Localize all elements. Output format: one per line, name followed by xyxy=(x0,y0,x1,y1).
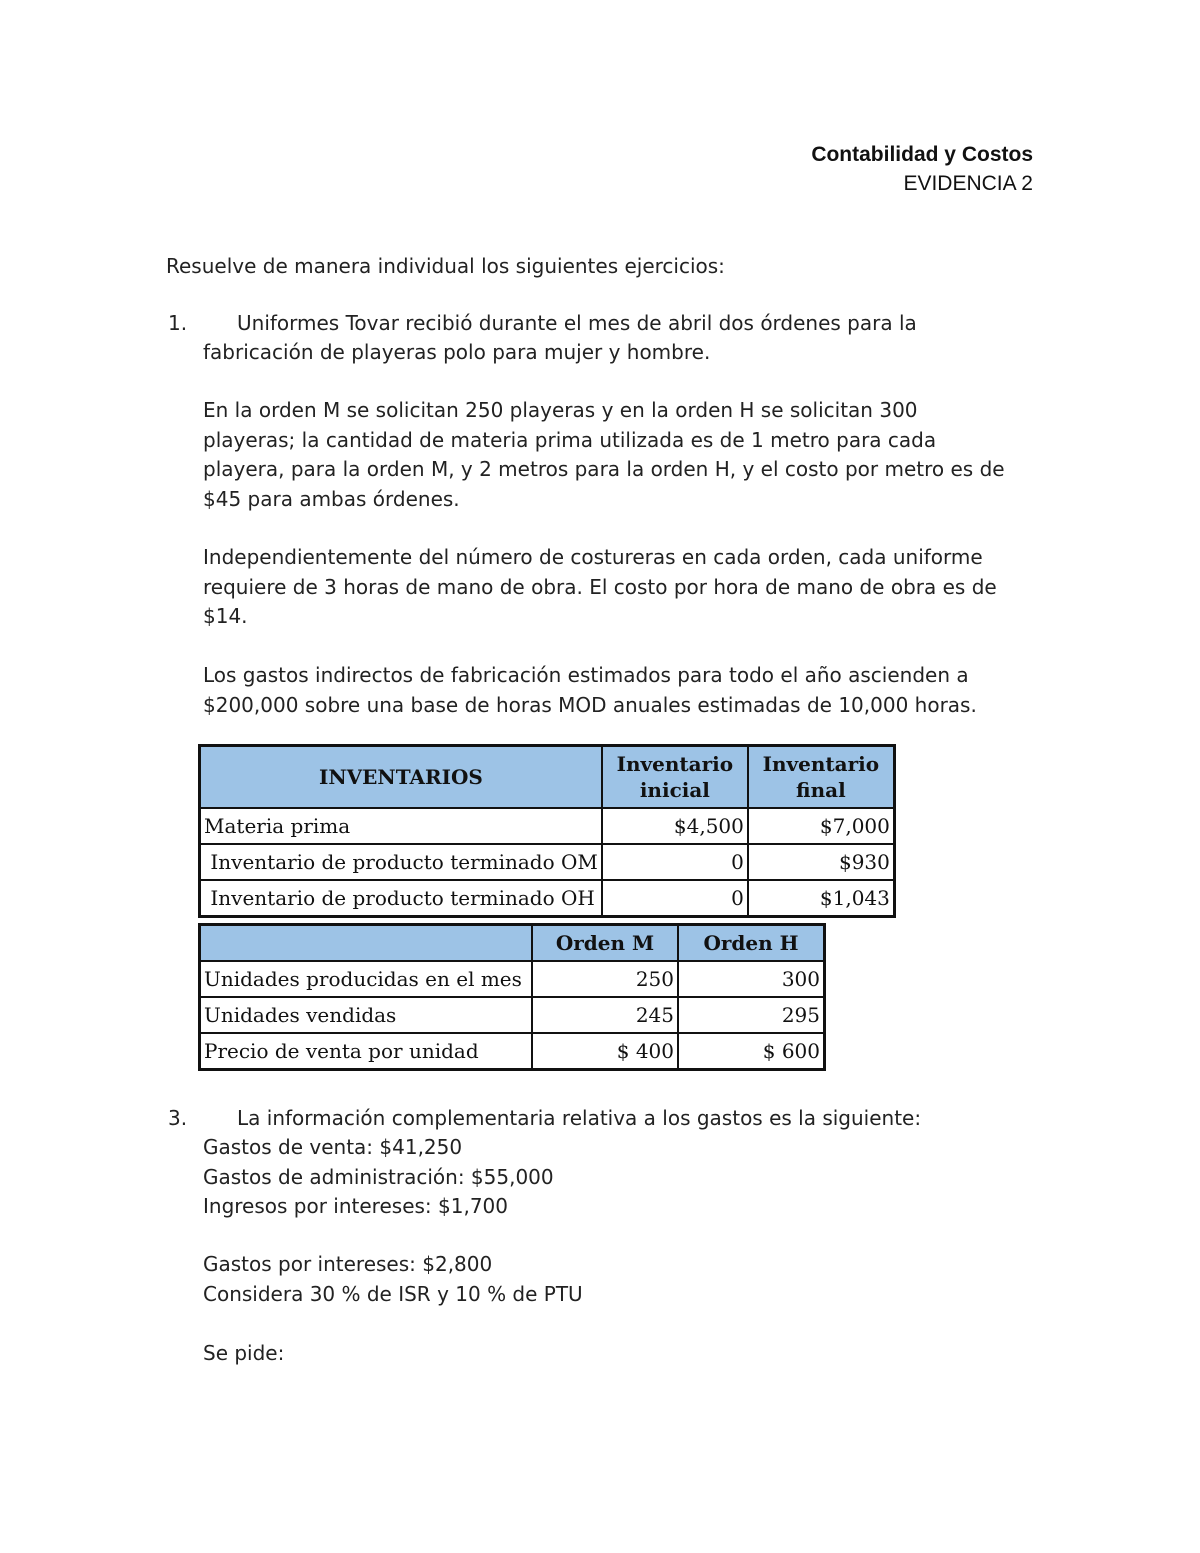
document-header xyxy=(811,140,1033,198)
table-row xyxy=(200,1033,825,1070)
text-line: $200,000 sobre una base de horas MOD anuales estimadas de 10,000 horas. xyxy=(203,692,977,717)
item3-extra xyxy=(203,1250,583,1309)
se-pide: Se pide: xyxy=(203,1341,285,1365)
table-row xyxy=(200,808,895,844)
table-header-row xyxy=(200,746,895,809)
table-cell: $930 xyxy=(748,844,895,880)
table-cell: 245 xyxy=(532,997,678,1033)
item1-line1: Uniformes Tovar recibió durante el mes de abril dos órdenes para la xyxy=(237,311,917,335)
item1-paragraph4 xyxy=(203,661,977,720)
table-cell: 0 xyxy=(602,844,748,880)
inventory-table xyxy=(198,744,896,918)
table-cell: Precio de venta por unidad xyxy=(200,1033,533,1070)
table-row xyxy=(200,880,895,917)
item1-paragraph2 xyxy=(203,396,1005,514)
text-line: Considera 30 % de ISR y 10 % de PTU xyxy=(203,1281,583,1306)
text-line: Gastos por intereses: $2,800 xyxy=(203,1252,493,1276)
table-cell: 295 xyxy=(678,997,825,1033)
orders-table xyxy=(198,923,826,1071)
header-cell: Orden H xyxy=(678,925,825,962)
text-line: $14. xyxy=(203,604,248,628)
table-cell: $1,043 xyxy=(748,880,895,917)
table-row xyxy=(200,997,825,1033)
intro-text: Resuelve de manera individual los siguientes ejercicios: xyxy=(166,254,725,278)
header-cell: Orden M xyxy=(532,925,678,962)
table-row xyxy=(200,961,825,997)
item3-line1: La información complementaria relativa a los gastos es la siguiente: xyxy=(237,1106,922,1130)
header-cell xyxy=(200,925,533,962)
table-cell: $4,500 xyxy=(602,808,748,844)
header-cell: Inventario final xyxy=(748,746,895,809)
text-line: En la orden M se solicitan 250 playeras y en la orden H se solicitan 300 xyxy=(203,398,918,422)
header-cell: Inventario inicial xyxy=(602,746,748,809)
header-cell: INVENTARIOS xyxy=(200,746,602,809)
text-line: playera, para la orden M, y 2 metros para la orden H, y el costo por metro es de xyxy=(203,457,1005,481)
table-row xyxy=(200,844,895,880)
text-line: Gastos de administración: $55,000 xyxy=(203,1164,554,1189)
table-cell: Inventario de producto terminado OH xyxy=(200,880,602,917)
item3-number: 3. xyxy=(168,1106,188,1130)
course-title: Contabilidad y Costos xyxy=(811,143,1033,166)
text-line: requiere de 3 horas de mano de obra. El costo por hora de mano de obra es de xyxy=(203,574,997,599)
text-line: Gastos de venta: $41,250 xyxy=(203,1135,463,1159)
table-cell: $ 400 xyxy=(532,1033,678,1070)
table-header-row xyxy=(200,925,825,962)
item1-paragraph3 xyxy=(203,543,997,632)
text-line: Ingresos por intereses: $1,700 xyxy=(203,1194,508,1218)
evidence-title: EVIDENCIA 2 xyxy=(903,172,1033,195)
table-cell: 300 xyxy=(678,961,825,997)
table-cell: 250 xyxy=(532,961,678,997)
text-line: playeras; la cantidad de materia prima utilizada es de 1 metro para cada xyxy=(203,427,937,452)
text-line: $45 para ambas órdenes. xyxy=(203,486,460,511)
item1-line2: fabricación de playeras polo para mujer y hombre. xyxy=(203,340,711,364)
table-cell: Unidades producidas en el mes xyxy=(200,961,533,997)
text-line: Independientemente del número de costureras en cada orden, cada uniforme xyxy=(203,545,983,569)
item1-number: 1. xyxy=(168,311,188,335)
text-line: Los gastos indirectos de fabricación estimados para todo el año ascienden a xyxy=(203,663,969,687)
table-cell: Materia prima xyxy=(200,808,602,844)
table-cell: Unidades vendidas xyxy=(200,997,533,1033)
item3-expenses xyxy=(203,1133,554,1222)
table-cell: $ 600 xyxy=(678,1033,825,1070)
table-cell: $7,000 xyxy=(748,808,895,844)
table-cell: Inventario de producto terminado OM xyxy=(200,844,602,880)
table-cell: 0 xyxy=(602,880,748,917)
